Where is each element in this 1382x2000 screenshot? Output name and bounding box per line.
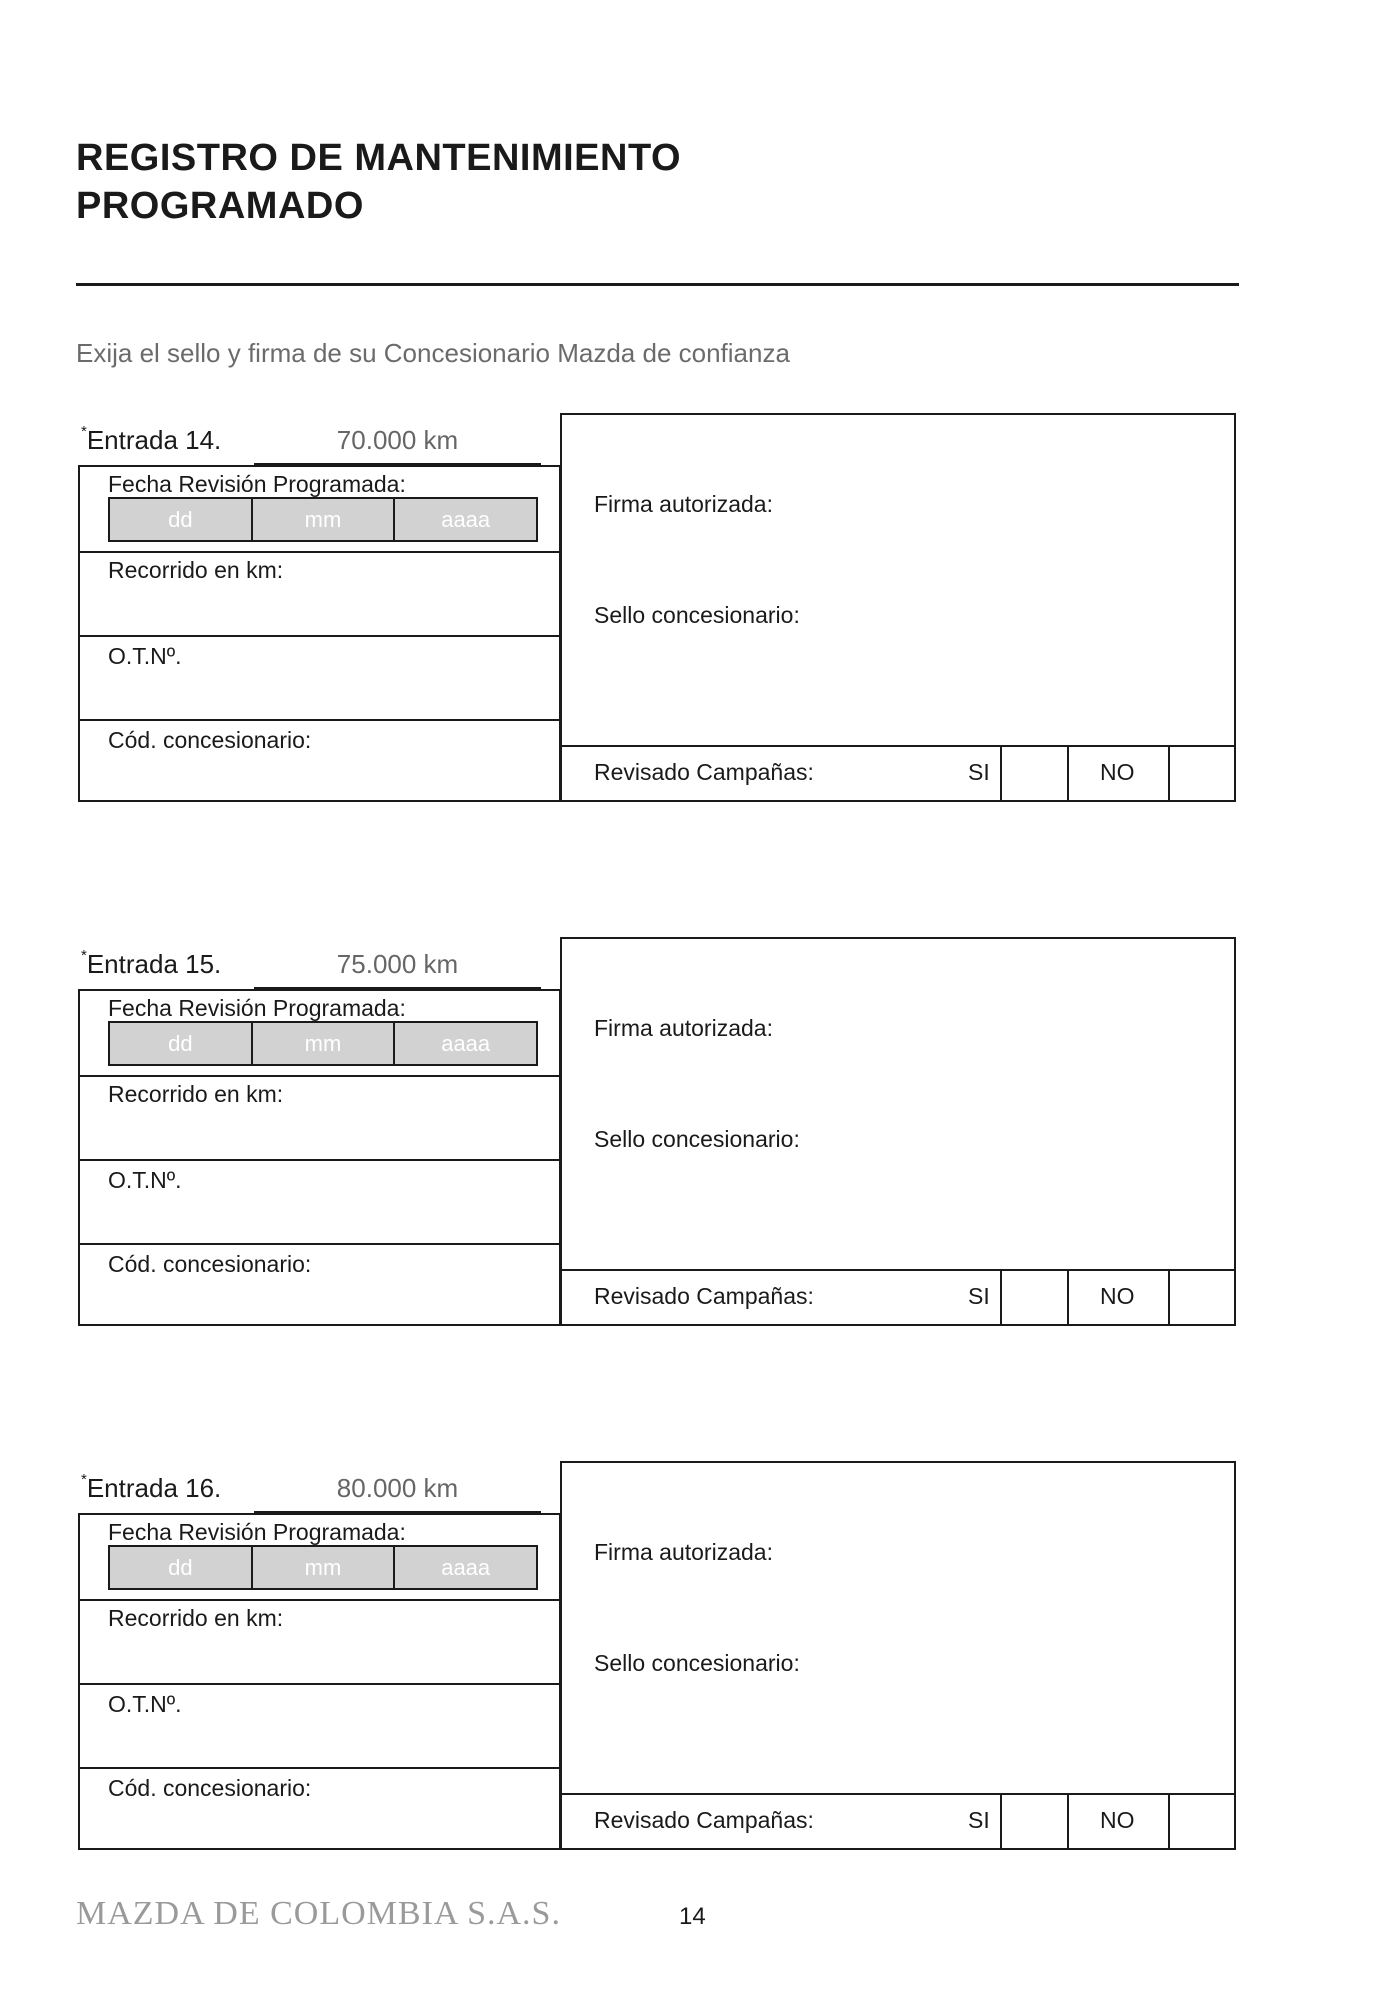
si-label: SI — [968, 759, 990, 785]
page-title — [76, 134, 681, 230]
fecha-label: Fecha Revisión Programada: — [108, 471, 406, 497]
signature-stamp-box[interactable] — [560, 413, 1236, 802]
entry-header — [81, 1461, 558, 1509]
recorrido-label: Recorrido en km: — [108, 1605, 284, 1631]
date-input-row — [108, 1021, 538, 1066]
recorrido-label: Recorrido en km: — [108, 557, 284, 583]
year-field[interactable]: aaaa — [393, 1547, 536, 1588]
campanas-label: Revisado Campañas: — [594, 1283, 814, 1309]
firma-label: Firma autorizada: — [594, 1539, 773, 1565]
campaigns-row — [562, 745, 1234, 800]
no-checkbox[interactable] — [1168, 1795, 1236, 1848]
fecha-section — [80, 467, 559, 551]
entry-details-box — [78, 465, 561, 802]
firma-label: Firma autorizada: — [594, 491, 773, 517]
fecha-label: Fecha Revisión Programada: — [108, 1519, 406, 1545]
si-checkbox[interactable] — [1000, 1271, 1067, 1324]
sello-label: Sello concesionario: — [594, 602, 800, 628]
entry-asterisk: * — [81, 423, 87, 440]
signature-stamp-box[interactable] — [560, 937, 1236, 1326]
page-title-line-1: REGISTRO DE MANTENIMIENTO — [76, 137, 682, 179]
ot-label: O.T.Nº. — [108, 1691, 182, 1717]
checkbox-divider — [1067, 747, 1069, 800]
entry-km: 75.000 km — [336, 949, 459, 979]
recorrido-field[interactable] — [80, 551, 559, 635]
day-field[interactable]: dd — [168, 1030, 193, 1056]
ot-label: O.T.Nº. — [108, 643, 182, 669]
entry-km: 80.000 km — [336, 1473, 459, 1503]
campanas-label: Revisado Campañas: — [594, 1807, 814, 1833]
page-title-line-2: PROGRAMADO — [76, 185, 364, 227]
cod-label: Cód. concesionario: — [108, 727, 312, 753]
year-field[interactable]: aaaa — [393, 499, 536, 540]
campanas-label: Revisado Campañas: — [594, 759, 814, 785]
fecha-section — [80, 1515, 559, 1599]
cod-concesionario-field[interactable] — [80, 1767, 559, 1848]
checkbox-divider — [1067, 1795, 1069, 1848]
si-label: SI — [968, 1807, 990, 1833]
fecha-label: Fecha Revisión Programada: — [108, 995, 406, 1021]
cod-concesionario-field[interactable] — [80, 1243, 559, 1324]
no-checkbox[interactable] — [1168, 1271, 1236, 1324]
cod-label: Cód. concesionario: — [108, 1775, 312, 1801]
signature-stamp-box[interactable] — [560, 1461, 1236, 1850]
sello-label: Sello concesionario: — [594, 1650, 800, 1676]
ot-label: O.T.Nº. — [108, 1167, 182, 1193]
year-field[interactable]: aaaa — [393, 1023, 536, 1064]
recorrido-label: Recorrido en km: — [108, 1081, 284, 1107]
month-field[interactable]: mm — [251, 499, 394, 540]
date-input-row — [108, 1545, 538, 1590]
entry-header — [81, 937, 558, 985]
entry-label — [81, 1473, 221, 1504]
maintenance-entry-15 — [77, 937, 1237, 1329]
page-number: 14 — [679, 1903, 706, 1930]
campaigns-row — [562, 1269, 1234, 1324]
cod-concesionario-field[interactable] — [80, 719, 559, 800]
maintenance-entry-16 — [77, 1461, 1237, 1853]
date-input-row — [108, 497, 538, 542]
si-label: SI — [968, 1283, 990, 1309]
campaigns-row — [562, 1793, 1234, 1848]
no-checkbox[interactable] — [1168, 747, 1236, 800]
entry-details-box — [78, 1513, 561, 1850]
page-subtitle: Exija el sello y firma de su Concesionario Mazda de confianza — [76, 338, 790, 368]
fecha-section — [80, 991, 559, 1075]
no-label: NO — [1100, 1283, 1135, 1309]
entry-details-box — [78, 989, 561, 1326]
entry-label — [81, 949, 221, 980]
recorrido-field[interactable] — [80, 1075, 559, 1159]
entry-number: Entrada 15. — [86, 949, 222, 979]
day-field[interactable]: dd — [168, 506, 193, 532]
footer-brand: MAZDA DE COLOMBIA S.A.S. — [76, 1895, 561, 1932]
month-field[interactable]: mm — [251, 1547, 394, 1588]
day-field[interactable]: dd — [168, 1554, 193, 1580]
entry-km: 70.000 km — [336, 425, 459, 455]
ot-field[interactable] — [80, 1159, 559, 1243]
entry-asterisk: * — [81, 1471, 87, 1488]
no-label: NO — [1100, 1807, 1135, 1833]
title-divider — [76, 283, 1239, 286]
cod-label: Cód. concesionario: — [108, 1251, 312, 1277]
entry-number: Entrada 16. — [86, 1473, 222, 1503]
ot-field[interactable] — [80, 635, 559, 719]
sello-label: Sello concesionario: — [594, 1126, 800, 1152]
maintenance-entry-14 — [77, 413, 1237, 805]
no-label: NO — [1100, 759, 1135, 785]
entry-label — [81, 425, 221, 456]
firma-label: Firma autorizada: — [594, 1015, 773, 1041]
entry-asterisk: * — [81, 947, 87, 964]
entry-number: Entrada 14. — [86, 425, 222, 455]
si-checkbox[interactable] — [1000, 1795, 1067, 1848]
ot-field[interactable] — [80, 1683, 559, 1767]
checkbox-divider — [1067, 1271, 1069, 1324]
si-checkbox[interactable] — [1000, 747, 1067, 800]
entry-header — [81, 413, 558, 461]
month-field[interactable]: mm — [251, 1023, 394, 1064]
recorrido-field[interactable] — [80, 1599, 559, 1683]
